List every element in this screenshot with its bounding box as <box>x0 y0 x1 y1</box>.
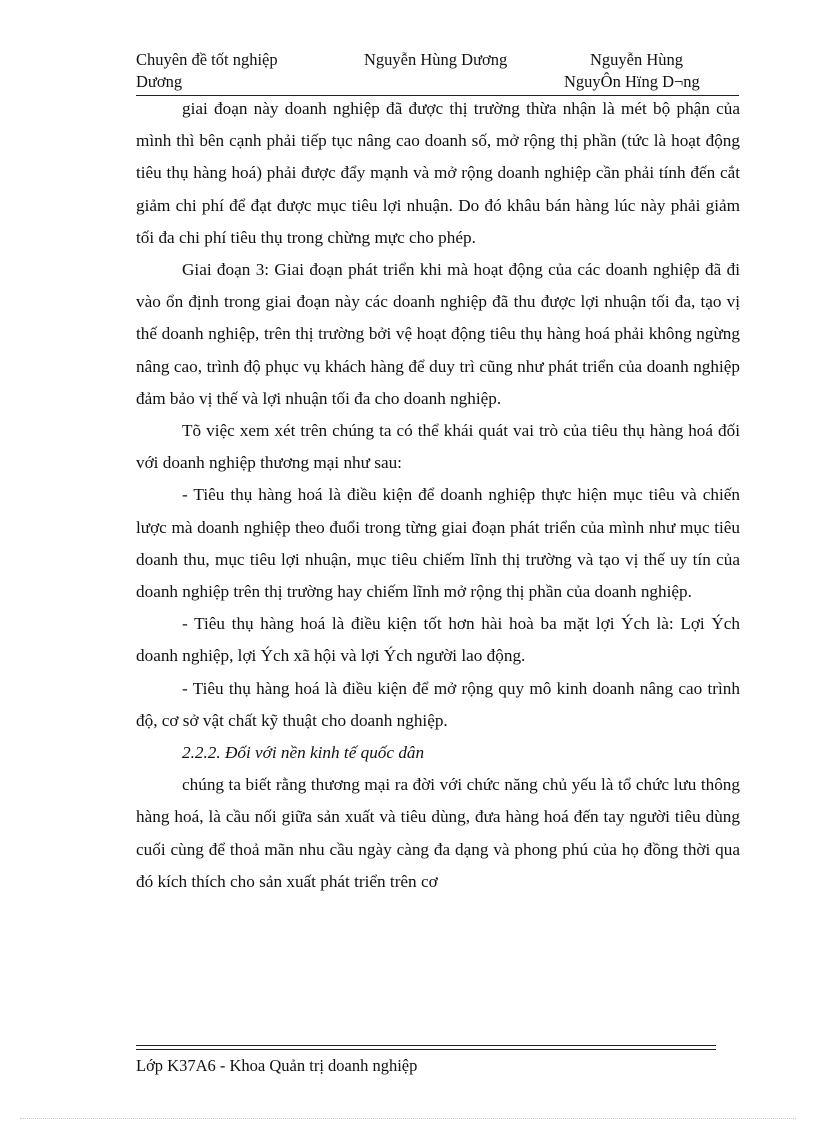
page-header <box>136 49 739 95</box>
footer-rule-top <box>136 1045 716 1046</box>
header-right-line2: NguyÔn Hïng D¬ng <box>564 72 700 91</box>
paragraph-7: chúng ta biết rằng thương mại ra đời với chức năng chủ yếu là tổ chức lưu thông hàng hoá, là cầu nối giữa sản xuất và tiêu dùng, đưa hàng hoá đến tay người tiêu dùng cuối cùng để thoả mãn nhu cầu ngày càng đa dạng và phong phú của họ đồng thời qua đó kích thích cho sản xuất phát triển trên cơ <box>136 775 740 891</box>
header-author: Nguyễn Hùng Dương <box>364 50 508 69</box>
header-left <box>136 49 356 93</box>
page-break-line <box>20 1118 796 1119</box>
paragraph-6: - Tiêu thụ hàng hoá là điều kiện để mở rộng quy mô kinh doanh nâng cao trình độ, cơ sở vật chất kỹ thuật cho doanh nghiệp. <box>136 678 740 730</box>
header-right-line1: Nguyễn Hùng <box>590 50 684 69</box>
paragraph-4: - Tiêu thụ hàng hoá là điều kiện để doanh nghiệp thực hiện mục tiêu và chiến lược mà doanh nghiệp theo đuổi trong từng giai đoạn phát triển của mình như mục tiêu doanh thu, mục tiêu lợi nhuận, mục tiêu chiếm lĩnh thị trường và tạo vị thế uy tín của doanh nghiệp trên thị trường hay chiếm lĩnh mở rộng thị phần của doanh nghiệp. <box>136 485 740 602</box>
paragraph-3: Tõ việc xem xét trên chúng ta có thể khái quát vai trò của tiêu thụ hàng hoá đối với doanh nghiệp thương mại như sau: <box>136 421 740 473</box>
header-right <box>564 49 739 93</box>
body-text <box>136 93 740 898</box>
paragraph-5: - Tiêu thụ hàng hoá là điều kiện tốt hơn hài hoà ba mặt lợi Ých là: Lợi Ých doanh nghiệp, lợi Ých xã hội và lợi Ých người lao động. <box>136 614 740 666</box>
section-subheading: 2.2.2. Đối với nền kinh tế quốc dân <box>182 743 425 763</box>
header-left-line2: Dương <box>136 72 183 91</box>
paragraph-2: Giai đoạn 3: Giai đoạn phát triển khi mà hoạt động của các doanh nghiệp đã đi vào ổn định trong giai đoạn này các doanh nghiệp đã thu được lợi nhuận tối đa, tạo vị thế doanh nghiệp, trên thị trường bởi vệ hoạt động tiêu thụ hàng hoá phải không ngừng nâng cao, trình độ phục vụ khách hàng để duy trì cũng như phát triển của doanh nghiệp đảm bảo vị thế và lợi nhuận tối đa cho doanh nghiệp. <box>136 260 740 408</box>
paragraph-1: giai đoạn này doanh nghiệp đã được thị trường thừa nhận là mét bộ phận của mình thì bên cạnh phải tiếp tục nâng cao doanh số, mở rộng thị phần (tức là hoạt động tiêu thụ hàng hoá) phải được đẩy mạnh và mở rộng doanh nghiệp cần phải tính đến cắt giảm chi phí để đạt được mục tiêu lợi nhuận. Do đó khâu bán hàng lúc này phải giảm tối đa chi phí tiêu thụ trong chừng mực cho phép. <box>136 99 740 247</box>
footer-rule-bottom <box>136 1049 716 1050</box>
header-left-line1: Chuyên đề tốt nghiệp <box>136 50 278 69</box>
page-footer: Lớp K37A6 - Khoa Quản trị doanh nghiệp <box>136 1056 418 1075</box>
